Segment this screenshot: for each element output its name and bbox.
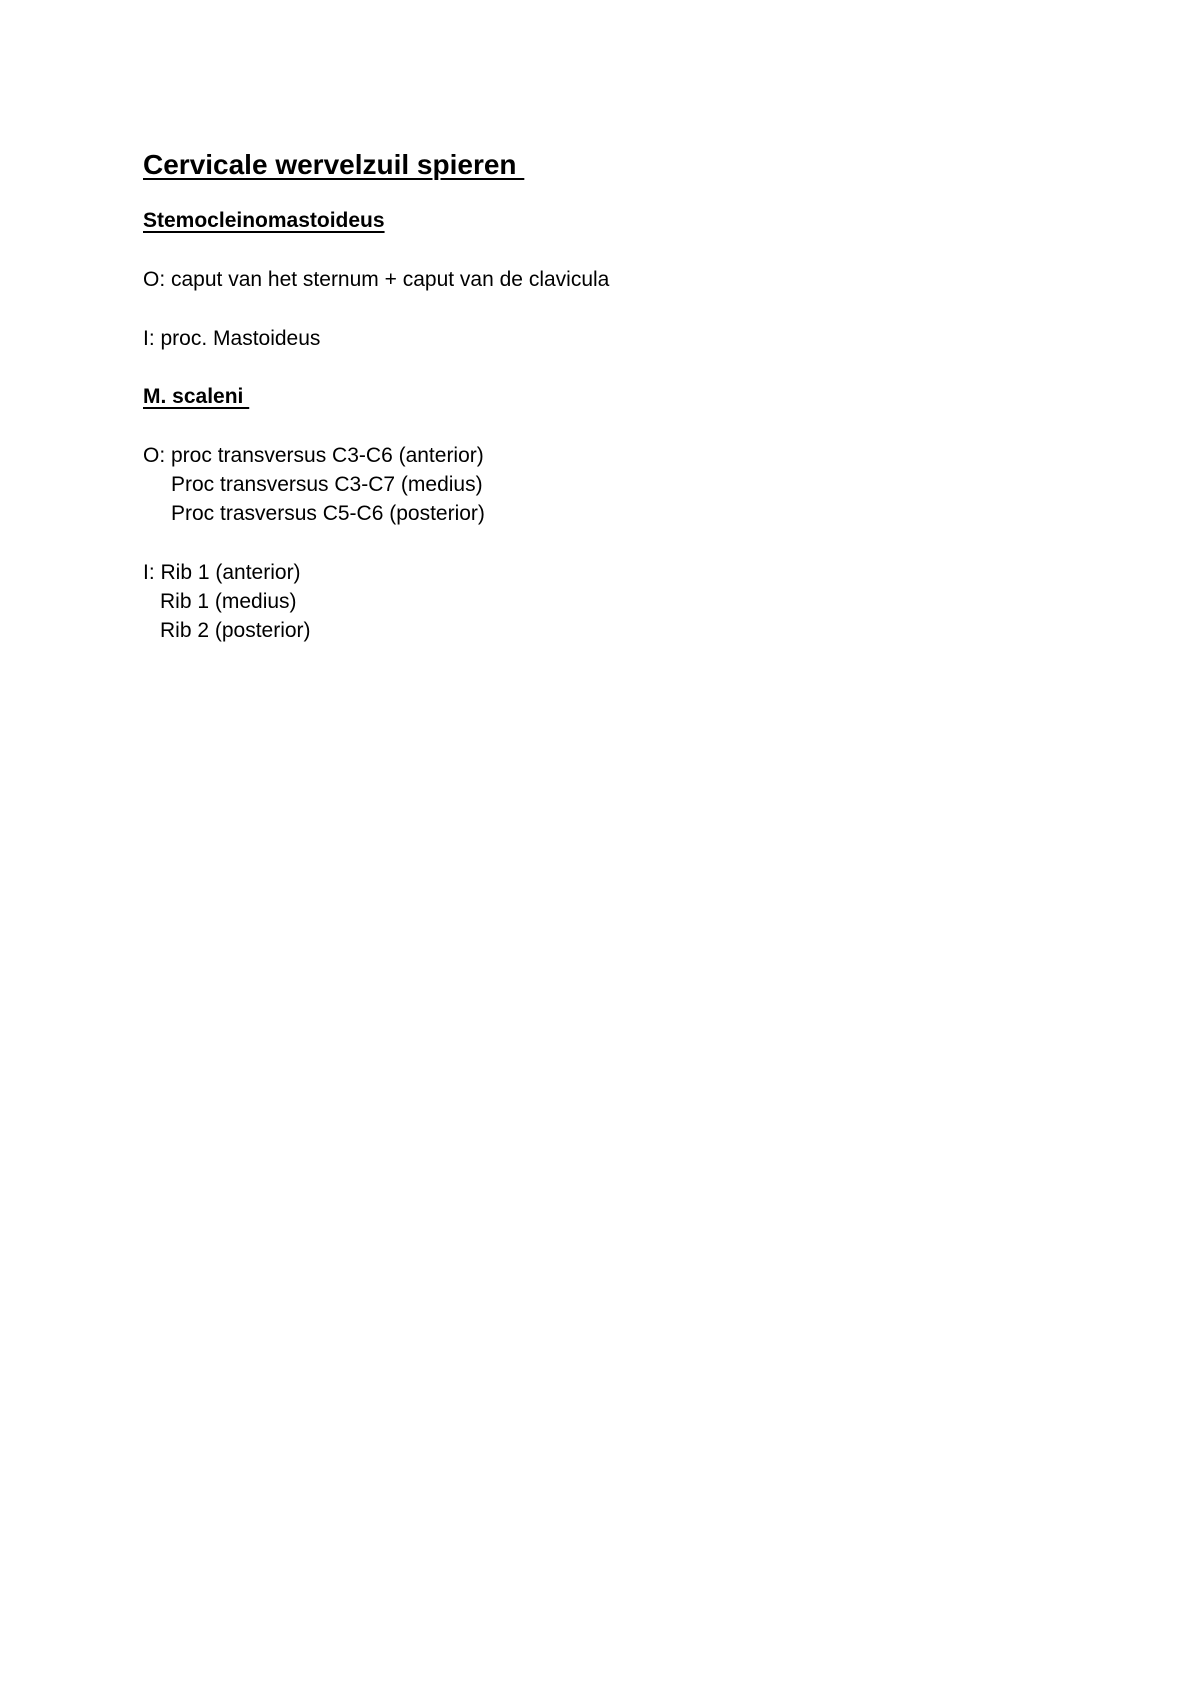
section-heading-scaleni: M. scaleni <box>143 385 250 408</box>
document-title: Cervicale wervelzuil spieren <box>143 149 525 180</box>
insertion-line: I: proc. Mastoideus <box>143 327 321 350</box>
spacer <box>143 294 1063 324</box>
insertion-line: Rib 2 (posterior) <box>160 619 311 642</box>
origin-line: O: proc transversus C3-C6 (anterior) <box>143 444 484 467</box>
spacer <box>143 235 1063 265</box>
insertion-line: I: Rib 1 (anterior) <box>143 561 301 584</box>
spacer <box>143 353 1063 383</box>
insertion-line: Rib 1 (medius) <box>160 590 297 613</box>
origin-line: O: caput van het sternum + caput van de clavicula <box>143 268 610 291</box>
origin-line: Proc transversus C3-C7 (medius) <box>171 473 483 496</box>
spacer <box>143 184 1063 207</box>
section-heading-sternocleidomastoideus: Stemocleinomastoideus <box>143 209 385 232</box>
spacer <box>143 411 1063 441</box>
origin-line: Proc trasversus C5-C6 (posterior) <box>171 502 485 525</box>
document-body <box>143 146 1063 645</box>
spacer <box>143 528 1063 558</box>
